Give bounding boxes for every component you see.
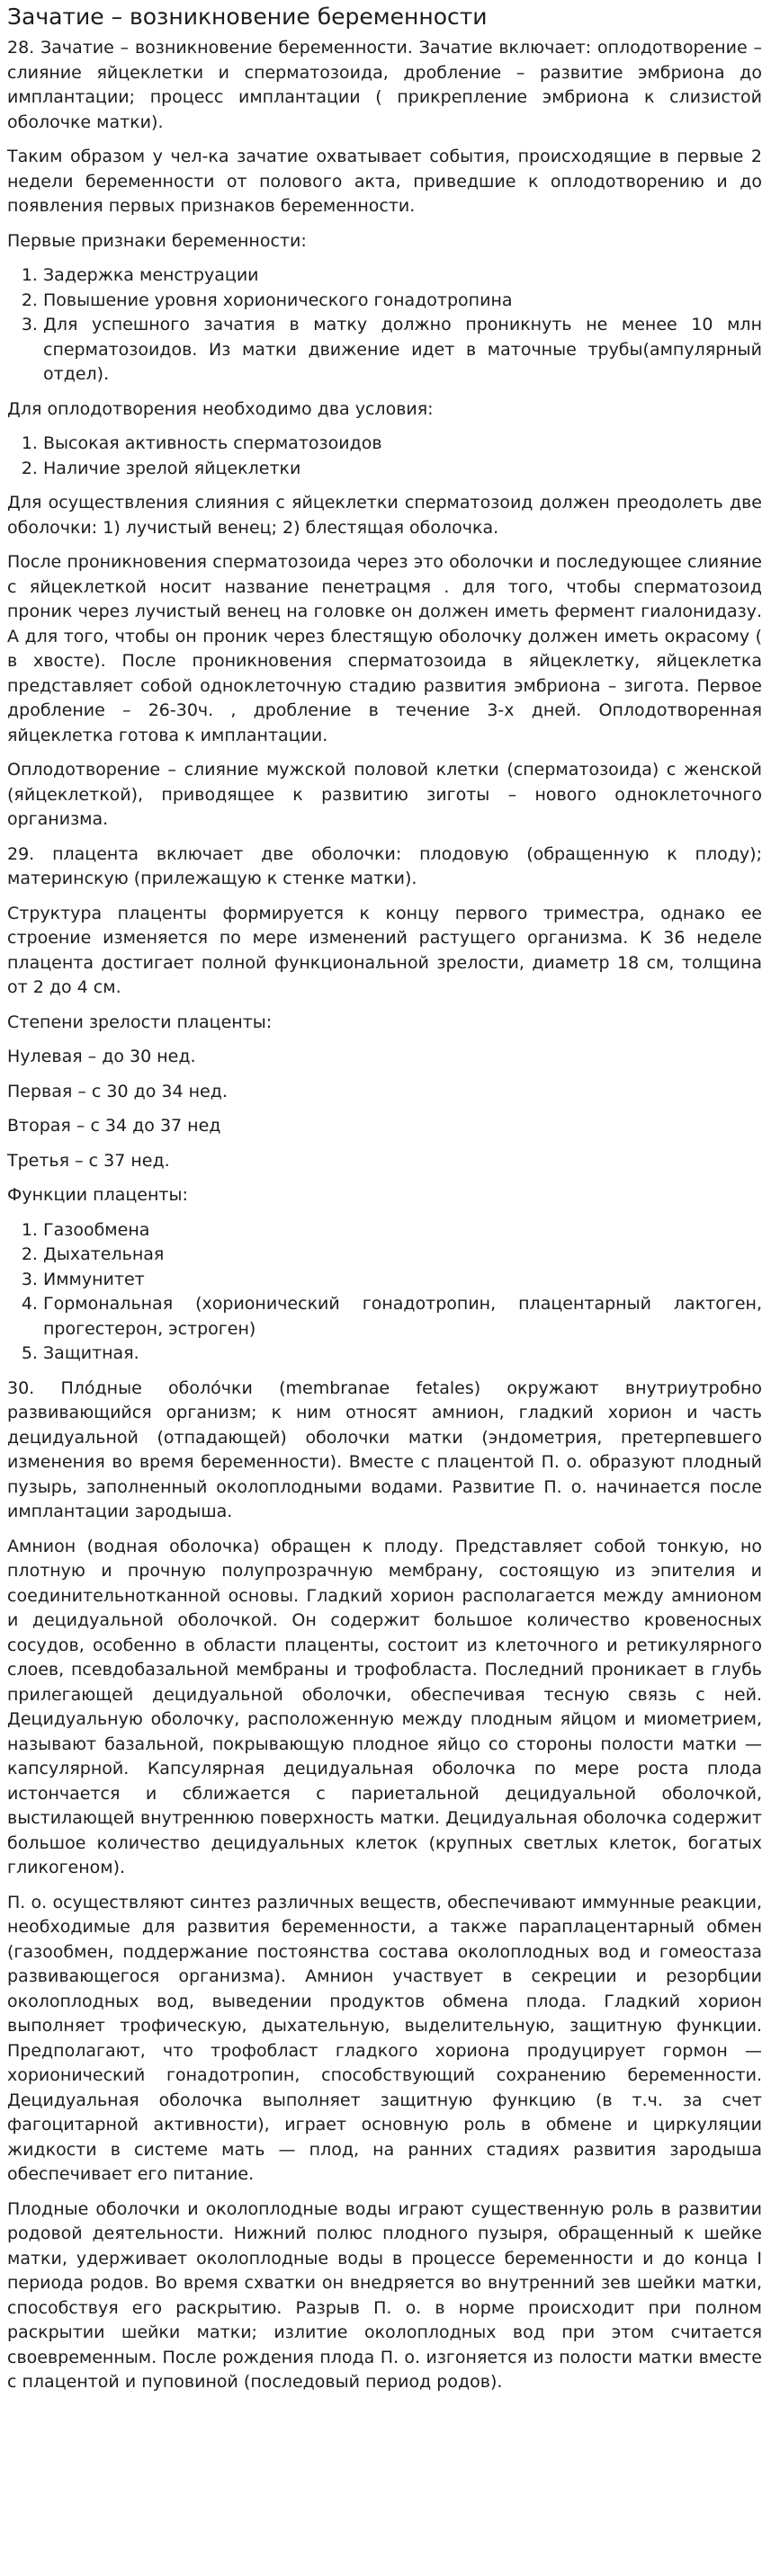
list-item: 1. Задержка менструации <box>43 263 762 289</box>
paragraph: 30. Пло́дные оболо́чки (membranae fetales) окружают внутриутробно развивающийся организм; к ним относят амнион, гладкий хорион и часть децидуальной (отпадающей) оболочки матки (эндометрия, претерпевшего изменения во время беременности). Вместе с плацентой П. о. образуют плодный пузырь, заполненный околоплодными водами. Развитие П. о. начинается после имплантации зародыша. <box>7 1377 762 1521</box>
paragraph: 28. Зачатие – возникновение беременности. Зачатие включает: оплодотворение – слияние яйцеклетки и сперматозоида, дробление – развитие эмбриона до имплантации; процесс имплантации ( прикрепление эмбриона к слизистой оболочке матки). <box>7 38 762 132</box>
numbered-list <box>7 1218 762 1367</box>
list-item: 2. Дыхательная <box>43 1243 762 1268</box>
paragraph: Вторая – с 34 до 37 нед <box>7 1116 221 1136</box>
list-item: 3. Иммунитет <box>43 1268 762 1293</box>
document-body <box>7 36 762 2395</box>
paragraph: Оплодотворение – слияние мужской половой клетки (сперматозоида) с женской (яйцеклеткой), приводящее к развитию зиготы – нового одноклеточного организма. <box>7 760 762 829</box>
paragraph: Функции плаценты: <box>7 1185 188 1205</box>
list-item: 2. Наличие зрелой яйцеклетки <box>43 457 762 482</box>
paragraph: Структура плаценты формируется к концу первого триместра, однако ее строение изменяется по мере изменений растущего организма. К 36 неделе плацента достигает полной функциональной зрелости, диаметр 18 см, толщина от 2 до 4 см. <box>7 903 762 997</box>
page-title: Зачатие – возникновение беременности <box>7 4 488 30</box>
paragraph: 29. плацента включает две оболочки: плодовую (обращенную к плоду); материнскую (прилежащую к стенке матки). <box>7 843 762 888</box>
paragraph: После проникновения сперматозоида через это оболочки и последующее слияние с яйцеклеткой носит название пенетрацмя . для того, чтобы сперматозоид проник через лучистый венец на головке он должен иметь фермент гиалонидазу. А для того, чтобы он проник через блестящую оболочку должен иметь окрасому ( в хвосте). После проникновения сперматозоида в яйцеклетку, яйцеклетка представляет собой одноклеточную стадию развития эмбриона – зигота. Первое дробление – 26-30ч. , дробление в течение 3-х дней. Оплодотворенная яйцеклетка готова к имплантации. <box>7 552 762 745</box>
list-item: 5. Защитная. <box>43 1341 762 1367</box>
paragraph: Первая – с 30 до 34 нед. <box>7 1081 228 1101</box>
numbered-list <box>7 432 762 481</box>
paragraph: Третья – с 37 нед. <box>7 1150 170 1171</box>
paragraph: Для оплодотворения необходимо два условия: <box>7 398 434 419</box>
list-item: 4. Гормональная (хорионический гонадотропин, плацентарный лактоген, прогестерон, эстроген) <box>43 1292 762 1341</box>
paragraph: Для осуществления слияния с яйцеклетки сперматозоид должен преодолеть две оболочки: 1) лучистый венец; 2) блестящая оболочка. <box>7 493 762 538</box>
list-item: 3. Для успешного зачатия в матку должно проникнуть не менее 10 млн сперматозоидов. Из матки движение идет в маточные трубы(ампулярный отдел). <box>43 313 762 388</box>
paragraph: Амнион (водная оболочка) обращен к плоду. Представляет собой тонкую, но плотную и прочную полупрозрачную мембрану, состоящую из эпителия и соединительнотканной основы. Гладкий хорион располагается между амнионом и децидуальной оболочкой. Он содержит большое количество кровеносных сосудов, особенно в области плаценты, состоит из клеточного и ретикулярного слоев, псевдобазальной мембраны и трофобласта. Последний проникает в глубь прилегающей децидуальной оболочки, обеспечивая тесную связь с ней. Децидуальную оболочку, расположенную между плодным яйцом и миометрием, называют базальной, покрывающую плодное яйцо со стороны полости матки — капсулярной. Капсулярная децидуальная оболочка по мере роста плода истончается и сближается с париетальной децидуальной оболочкой, выстилающей внутреннюю поверхность матки. Децидуальная оболочка содержит большое количество децидуальных клеток (крупных светлых клеток, богатых гликогеном). <box>7 1536 762 1877</box>
paragraph: Степени зрелости плаценты: <box>7 1012 273 1032</box>
paragraph: П. о. осуществляют синтез различных веществ, обеспечивают иммунные реакции, необходимые для развития беременности, а также параплацентарный обмен (газообмен, поддержание постоянства состава околоплодных вод и гомеостаза развивающегося организма). Амнион участвует в секреции и резорбции околоплодных вод, выведении продуктов обмена плода. Гладкий хорион выполняет трофическую, дыхательную, выделительную, защитную функции. Предполагают, что трофобласт гладкого хориона продуцирует гормон — хорионический гонадотропин, способствующий сохранению беременности. Децидуальная оболочка выполняет защитную функцию (в т.ч. за счет фагоцитарной активности), играет основную роль в обмене и циркуляции жидкости в системе мать — плод, на ранних стадиях развития зародыша обеспечивает его питание. <box>7 1892 762 2184</box>
numbered-list <box>7 263 762 388</box>
list-item: 1. Газообмена <box>43 1218 762 1243</box>
paragraph: Первые признаки беременности: <box>7 230 307 251</box>
list-item: 1. Высокая активность сперматозоидов <box>43 432 762 457</box>
list-item: 2. Повышение уровня хорионического гонадотропина <box>43 289 762 314</box>
paragraph: Плодные оболочки и околоплодные воды играют существенную роль в развитии родовой деятельности. Нижний полюс плодного пузыря, обращенный к шейке матки, удерживает околоплодные воды в процессе беременности и до конца I периода родов. Во время схватки он внедряется во внутренний зев шейки матки, способствуя его раскрытию. Разрыв П. о. в норме происходит при полном раскрытии шейки матки; излитие околоплодных вод при этом считается своевременным. После рождения плода П. о. изгоняется из полости матки вместе с плацентой и пуповиной (последовый период родов). <box>7 2198 762 2392</box>
paragraph: Нулевая – до 30 нед. <box>7 1047 196 1066</box>
paragraph: Таким образом у чел-ка зачатие охватывает события, происходящие в первые 2 недели беременности от полового акта, приведшие к оплодотворению и до появления первых признаков беременности. <box>7 147 762 216</box>
